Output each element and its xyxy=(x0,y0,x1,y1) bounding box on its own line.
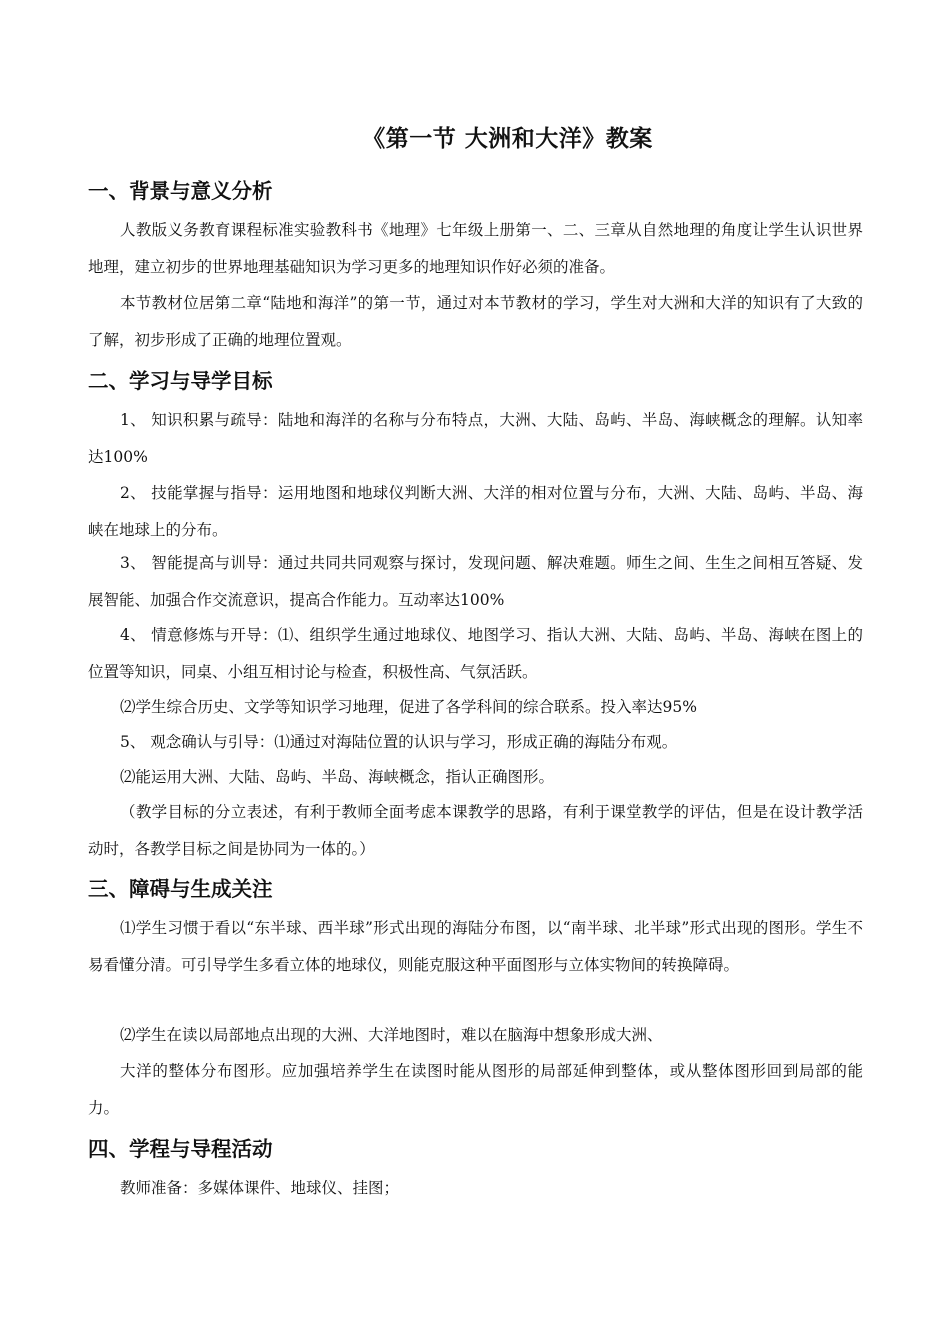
section-heading-goals: 二、学习与导学目标 xyxy=(88,369,273,393)
paragraph: ⑵学生综合历史、文学等知识学习地理，促进了各学科间的综合联系。投入率达95% xyxy=(120,698,697,716)
paragraph: 2、 技能掌握与指导：运用地图和地球仪判断大洲、大洋的相对位置与分布，大洲、大陆、岛屿、半岛、海峡在地球上的分布。 xyxy=(88,484,863,539)
paragraph: 人教版义务教育课程标准实验教科书《地理》七年级上册第一、二、三章从自然地理的角度让学生认识世界地理，建立初步的世界地理基础知识为学习更多的地理知识作好必须的准备。 xyxy=(88,221,863,276)
paragraph: （教学目标的分立表述，有利于教师全面考虑本课教学的思路，有利于课堂教学的评估，但是在设计教学活动时，各教学目标之间是协同为一体的。） xyxy=(88,803,863,858)
paragraph: 1、 知识积累与疏导：陆地和海洋的名称与分布特点，大洲、大陆、岛屿、半岛、海峡概念的理解。认知率达100% xyxy=(88,411,863,466)
document-title: 《第一节 大洲和大洋》教案 xyxy=(362,126,653,152)
section-heading-activities: 四、学程与导程活动 xyxy=(88,1137,273,1161)
paragraph: ⑴学生习惯于看以“东半球、西半球”形式出现的海陆分布图，以“南半球、北半球”形式出现的图形。学生不易看懂分清。可引导学生多看立体的地球仪，则能克服这种平面图形与立体实物间的转换障碍。 xyxy=(88,919,863,974)
paragraph: 5、 观念确认与引导：⑴通过对海陆位置的认识与学习，形成正确的海陆分布观。 xyxy=(120,733,678,751)
paragraph: 3、 智能提高与训导：通过共同共同观察与探讨，发现问题、解决难题。师生之间、生生之间相互答疑、发展智能、加强合作交流意识，提高合作能力。互动率达100% xyxy=(88,554,863,609)
paragraph: 大洋的整体分布图形。应加强培养学生在读图时能从图形的局部延伸到整体，或从整体图形回到局部的能力。 xyxy=(88,1062,863,1117)
paragraph: 教师准备：多媒体课件、地球仪、挂图； xyxy=(120,1179,400,1197)
section-heading-background: 一、背景与意义分析 xyxy=(88,179,273,203)
paragraph: ⑵学生在读以局部地点出现的大洲、大洋地图时，难以在脑海中想象形成大洲、 xyxy=(120,1026,663,1044)
paragraph: 4、 情意修炼与开导：⑴、组织学生通过地球仪、地图学习、指认大洲、大陆、岛屿、半岛、海峡在图上的位置等知识，同桌、小组互相讨论与检查，积极性高、气氛活跃。 xyxy=(88,626,863,681)
paragraph: 本节教材位居第二章“陆地和海洋”的第一节，通过对本节教材的学习，学生对大洲和大洋的知识有了大致的了解，初步形成了正确的地理位置观。 xyxy=(88,294,863,349)
section-heading-obstacles: 三、障碍与生成关注 xyxy=(88,877,273,901)
paragraph: ⑵能运用大洲、大陆、岛屿、半岛、海峡概念，指认正确图形。 xyxy=(120,768,555,786)
